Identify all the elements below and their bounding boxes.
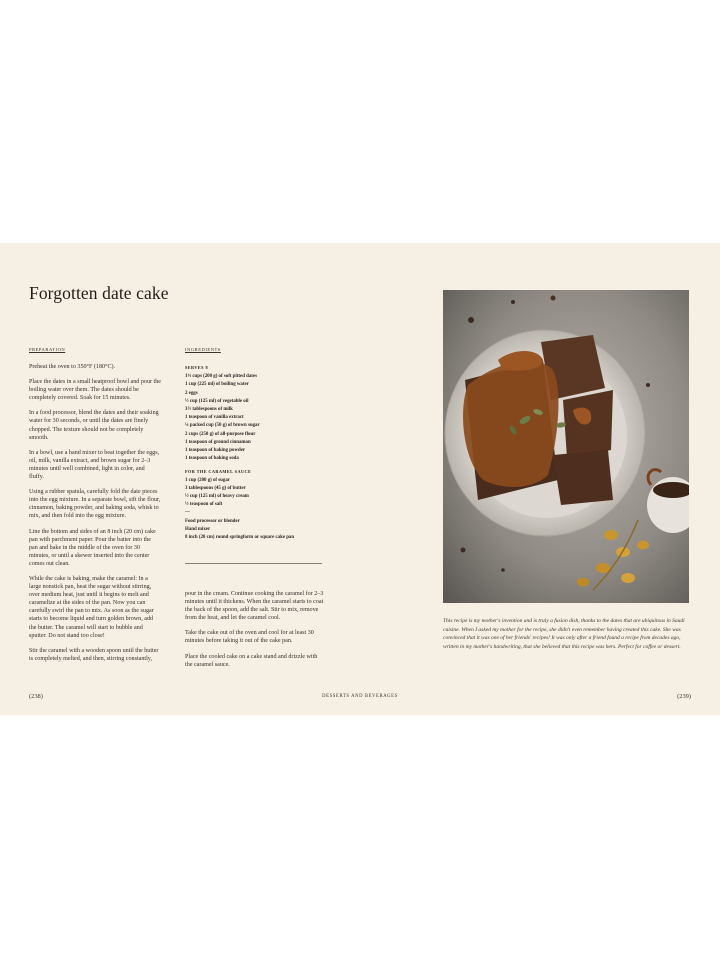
prep-step: Place the dates in a small heatproof bowl and pour the boiling water over them. The dates should be completely covered. Soak for 15 minutes. [29,379,161,402]
ingredient-item: 1 cup (225 ml) of boiling water [185,382,249,388]
page-number-left: (238) [29,693,43,700]
prep-step: pour in the cream. Continue cooking the caramel for 2–3 minutes until it thickens. When the caramel starts to coat the back of the spoon, add the salt. Stir to mix, remove from the heat, and let the caramel cool. [185,591,324,622]
ingredient-item: 1 teaspoon of ground cinnamon [185,439,251,445]
ingredients-list [185,364,325,542]
sauce-item: 3 tablespoons (45 g) of butter [185,485,246,491]
cake-photo [443,290,689,603]
prep-step: Take the cake out of the oven and cool for at least 30 minutes before taking it out of the cake pan. [185,630,314,645]
ingredient-item: 1 teaspoon of vanilla extract [185,415,244,421]
preparation-continued [185,590,325,676]
caramel-sauce-heading: FOR THE CARAMEL SAUCE [185,469,252,475]
preparation-heading: PREPARATION [29,347,66,352]
cake-photo-illustration [443,290,689,603]
recipe-intro-caption: This recipe is my mother's invention and is truly a fusion dish, thanks to the dates that are ubiquitous in Saudi cuisine. When I asked my mother for the recipe, she didn't even remember having created this cake. She was convinced that it was one of her friends' recipes! It was only after a friend found a recipe from decades ago, written in my mother's handwriting, that she believed that this recipe was hers. Perfect for coffee or dessert. [443,618,685,650]
prep-step: Line the bottom and sides of an 8 inch (20 cm) cake pan with parchment paper. Pour the batter into the pan and bake in the middle of the oven for 30 minutes, or until a skewer inserted into the center comes out clean. [29,528,156,567]
prep-step: Place the cooled cake on a cake stand and drizzle with the caramel sauce. [185,653,318,668]
ingredient-item: 2 eggs [185,390,198,396]
section-title: DESSERTS AND BEVERAGES [322,694,398,699]
recipe-title: Forgotten date cake [29,283,169,303]
prep-step: Using a rubber spatula, carefully fold the date pieces into the egg mixture. In a separate bowl, sift the flour, cinnamon, baking powder, and baking soda, whisk to mix, and then fold into the egg mixture. [29,489,161,520]
ingredient-item: 1 teaspoon of baking powder [185,448,246,454]
ingredient-item: 1⅓ cups (200 g) of soft pitted dates [185,374,257,380]
equipment-item: Food processor or blender [185,518,240,524]
ingredient-item: 3½ tablespoons of milk [185,407,233,413]
prep-step: In a food processor, blend the dates and their soaking water for 30 seconds, or until the dates are finely chopped. The texture should not be completely smooth. [29,410,159,441]
ingredient-item: 2 cups (250 g) of all-purpose flour [185,431,256,437]
ingredient-item: ½ cup (125 ml) of vegetable oil [185,398,249,404]
book-spread [0,243,720,715]
prep-step: In a bowl, use a hand mixer to beat together the eggs, oil, milk, vanilla extract, and brown sugar for 2–3 minutes until well combined, light in color, and fluffy. [29,449,160,481]
ingredients-heading: INGREDIENTS [185,347,221,352]
equipment-item: 8 inch (20 cm) round springform or square cake pan [185,535,295,541]
sauce-item: ½ cup (125 ml) of heavy cream [185,494,249,500]
prep-step: While the cake is baking, make the caramel: In a large nonstick pan, heat the sugar without stirring, over medium heat, just until it begins to melt and caramelize at the sides of the pan. Now you can carefully swirl the pan to mix. As soon as the sugar starts to become liquid and turn golden brown, add the butter. The caramel will start to bubble and sputter. Do not stand too close! [29,575,154,639]
serves-label: SERVES 8 [185,365,208,370]
equipment-item: Hand mixer [185,526,211,532]
prep-step: Stir the caramel with a wooden spoon until the butter is completely melted, and then, stirring constantly, [29,647,159,662]
sauce-item: — [185,510,190,516]
sauce-item: ½ teaspoon of salt [185,502,223,508]
prep-step: Preheat the oven to 350°F (180°C). [29,364,116,370]
preparation-steps [29,363,161,670]
page-number-right: (239) [677,693,691,700]
column-divider [185,563,322,564]
sauce-item: 1 cup (200 g) of sugar [185,477,230,483]
ingredient-item: ¼ packed cup (50 g) of brown sugar [185,423,260,429]
ingredient-item: 1 teaspoon of baking soda [185,456,239,462]
